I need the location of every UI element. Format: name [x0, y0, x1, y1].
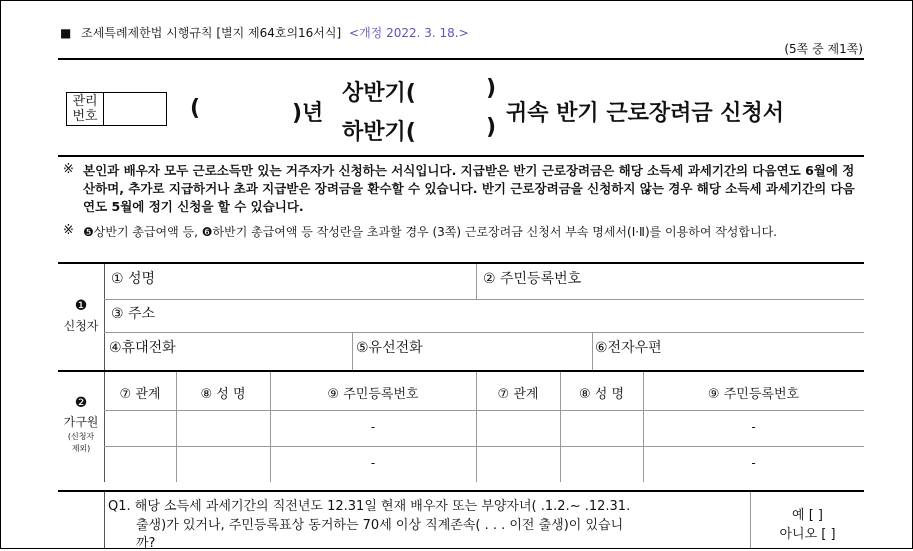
row1-left-rrn[interactable]: -: [370, 420, 376, 434]
title-rule: [58, 155, 864, 157]
household-section-label: 가구원: [63, 415, 99, 429]
household-section-sub1: (신청자: [67, 432, 95, 441]
page-indicator: (5쪽 중 제1쪽): [784, 42, 863, 56]
row2-left-rrn[interactable]: -: [370, 456, 376, 470]
applicant-col-rule-3: [592, 332, 593, 370]
applicant-col-rule-1: [476, 264, 477, 299]
col-rrn-right: ⑨ 주민등록번호: [707, 387, 800, 402]
applicant-section-number: ❶: [74, 298, 88, 314]
second-half-label: 하반기(: [342, 120, 416, 145]
question-1-line3: 까?: [136, 536, 156, 551]
applicant-address-field[interactable]: ③ 주소: [111, 306, 156, 322]
col-relation-left: ⑦ 관계: [119, 387, 161, 402]
management-number-label: [67, 93, 104, 126]
applicant-row-rule-2: [104, 332, 864, 333]
form-header: [60, 24, 469, 41]
col-name-left: ⑧ 성 명: [200, 387, 246, 402]
year-open-paren: (: [190, 96, 201, 121]
row2-right-rrn[interactable]: -: [751, 456, 756, 470]
col-relation-right: ⑦ 관계: [497, 387, 539, 402]
revision-date: <개정 2022. 3. 18.>: [349, 26, 469, 40]
notice-text-1: 본인과 배우자 모두 근로소득만 있는 거주자가 신청하는 서식입니다. 지급받은 반기 근로장려금은 해당 소득세 과세기간의 다음연도 6월에 정산하며, 추가로 지급하거나 초과 지급받은 장려금을 환수할 수 있습니다. 반기 근로장려금을 신청하지 않는 경우 해당 소득세 과세기간의 다음연도 5월에 정기 신청을 할 수 있습니다.: [83, 163, 855, 214]
notice-text-2: ❺상반기 총급여액 등, ❻하반기 총급여액 등 작성란을 초과할 경우 (3쪽) 근로장려금 신청서 부속 명세서(Ⅰ·Ⅱ)를 이용하여 작성합니다.: [83, 225, 777, 239]
household-row-rule-2: [104, 446, 864, 447]
household-row-rule-1: [104, 410, 864, 411]
no-checkbox[interactable]: 아니오 [ ]: [779, 527, 836, 542]
row1-right-rrn[interactable]: -: [751, 420, 756, 434]
question-1-line2: 출생)가 있거나, 주민등록표상 동거하는 70세 이상 직계존속( . . . 이전 출생)이 있습니: [136, 518, 624, 533]
management-number-value[interactable]: [104, 93, 166, 125]
applicant-landline-field[interactable]: ⑤유선전화: [356, 340, 423, 356]
question-top-rule: [58, 490, 864, 492]
applicant-email-field[interactable]: ⑥전자우편: [595, 340, 662, 356]
question-1-line1: Q1. 해당 소득세 과세기간의 직전년도 12.31일 현재 배우자 또는 부양자녀( .1.2.~ .12.31.: [108, 499, 631, 514]
applicant-label-divider: [104, 264, 105, 371]
management-number-box: [66, 92, 167, 126]
form-title: 귀속 반기 근로장려금 신청서: [506, 101, 785, 126]
col-name-right: ⑧ 성 명: [578, 387, 625, 402]
first-half-label: 상반기(: [342, 81, 416, 106]
second-half-close: ): [486, 115, 497, 140]
notice-mark-2: ※: [63, 223, 74, 238]
year-suffix: )년: [292, 101, 324, 126]
mgmt-label-line2: 번호: [72, 109, 98, 124]
yes-checkbox[interactable]: 예 [ ]: [792, 508, 823, 523]
first-half-close: ): [486, 76, 497, 101]
household-top-rule: [58, 370, 864, 372]
law-reference: 조세특례제한법 시행규칙 [별지 제64호의16서식]: [81, 26, 342, 40]
applicant-row-rule-1: [104, 299, 864, 300]
applicant-name-field[interactable]: ① 성명: [111, 271, 156, 287]
square-marker: ■: [60, 26, 72, 40]
applicant-rrn-field[interactable]: ② 주민등록번호: [483, 271, 582, 287]
household-section-sub2: 제외): [71, 444, 91, 453]
household-section-number: ❷: [74, 395, 88, 411]
question-left-divider: [104, 492, 105, 548]
applicant-top-rule: [58, 262, 864, 264]
mgmt-label-line1: 관리: [72, 94, 98, 109]
col-rrn-left: ⑨ 주민등록번호: [327, 387, 419, 402]
notice-mark-1: ※: [63, 162, 74, 177]
applicant-section-label: 신청자: [63, 319, 99, 333]
applicant-mobile-field[interactable]: ④휴대전화: [109, 340, 176, 356]
applicant-col-rule-2: [352, 332, 353, 370]
header-rule: [58, 58, 864, 60]
